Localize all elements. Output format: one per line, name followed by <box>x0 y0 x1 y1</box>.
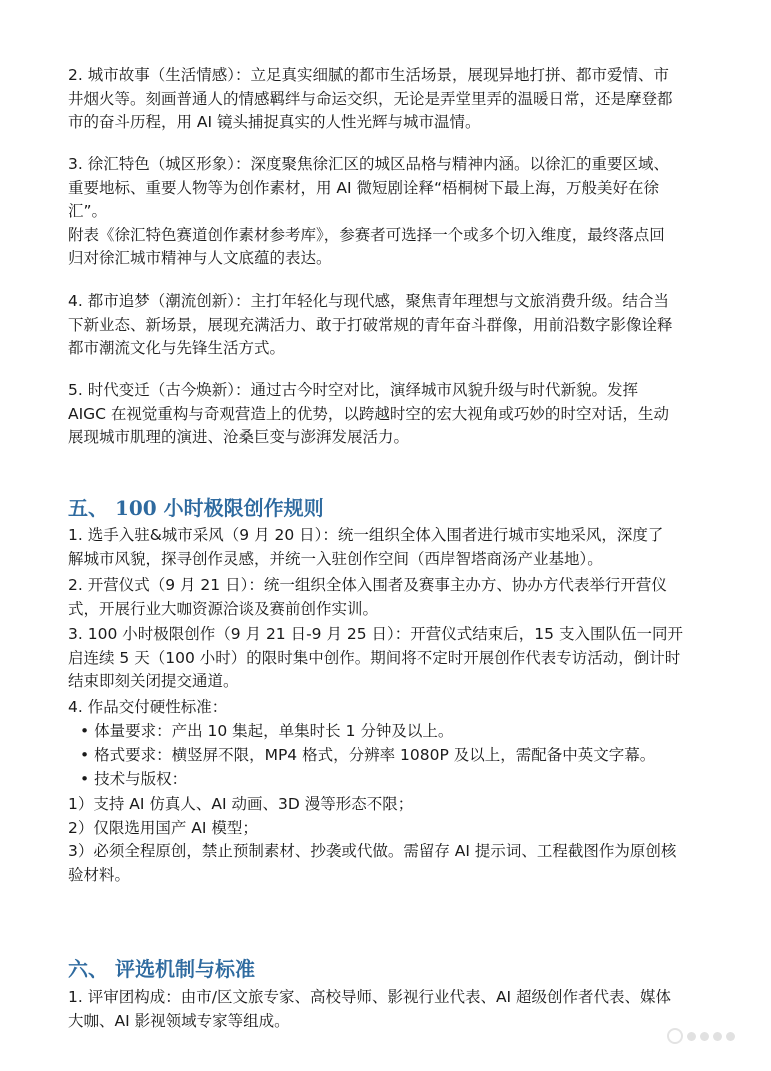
section-heading-judging: 六、 评选机制与标准 <box>68 957 255 981</box>
rule-delivery-standards-title: 4. 作品交付硬性标准： <box>68 698 228 716</box>
track-item-city-story <box>68 64 718 135</box>
text-line: 4. 都市追梦（潮流创新）：主打年轻化与现代感，聚焦青年理想与文旅消费升级。结合当 <box>68 292 669 310</box>
text-line: 都市潮流文化与先锋生活方式。 <box>68 339 286 357</box>
text-line: 归对徐汇城市精神与人文底蕴的表达。 <box>68 249 332 267</box>
text-line: 2. 城市故事（生活情感）：立足真实细腻的都市生活场景，展现异地打拼、都市爱情、市 <box>68 66 669 84</box>
rule-opening-ceremony <box>68 574 718 621</box>
watermark <box>667 1025 759 1047</box>
text-line: 附表《徐汇特色赛道创作素材参考库》，参赛者可选择一个或多个切入维度，最终落点回 <box>68 225 665 244</box>
bullet-tech-copyright: • 技术与版权： <box>80 770 188 788</box>
watermark-dot-icon <box>713 1032 722 1041</box>
section-heading-creation-rules: 五、 100 小时极限创作规则 <box>68 496 324 520</box>
text-line: 结束即刻关闭提交通道。 <box>68 672 239 690</box>
text-line: 展现城市肌理的演进、沧桑巨变与澎湃发展活力。 <box>68 428 410 446</box>
rule-100-hour-creation <box>68 623 718 694</box>
track-item-xuhui-feature <box>68 153 718 271</box>
tech-requirements <box>68 793 718 887</box>
text-line: 市的奋斗历程，用 AI 镜头捕捉真实的人性光辉与城市温情。 <box>68 113 481 131</box>
text-line: 井烟火等。刻画普通人的情感羁绊与命运交织，无论是弄堂里弄的温暖日常，还是摩登都 <box>68 89 673 108</box>
text-line: 1. 评审团构成：由市/区文旅专家、高校导师、影视行业代表、AI 超级创作者代表、媒体 <box>68 988 672 1006</box>
judging-panel-composition <box>68 986 718 1033</box>
text-line: AIGC 在视觉重构与奇观营造上的优势，以跨越时空的宏大视角或巧妙的时空对话，生动 <box>68 404 669 423</box>
text-line: 大咖、AI 影视领域专家等组成。 <box>68 1011 290 1030</box>
bullet-volume: • 体量要求：产出 10 集起，单集时长 1 分钟及以上。 <box>80 722 454 740</box>
track-item-era-change <box>68 379 718 450</box>
rule-check-in <box>68 524 718 571</box>
text-line: 汇”。 <box>68 202 108 220</box>
watermark-dot-icon <box>726 1032 735 1041</box>
text-line: 2）仅限选用国产 AI 模型； <box>68 818 258 837</box>
text-line: 下新业态、新场景，展现充满活力、敢于打破常规的青年奋斗群像，用前沿数字影像诠释 <box>68 315 673 334</box>
text-line: 3）必须全程原创，禁止预制素材、抄袭或代做。需留存 AI 提示词、工程截图作为原创核 <box>68 842 677 860</box>
watermark-dot-icon <box>687 1032 696 1041</box>
track-item-urban-dream <box>68 290 718 361</box>
text-line: 2. 开营仪式（9 月 21 日）：统一组织全体入围者及赛事主办方、协办方代表举行开营仪 <box>68 576 667 594</box>
text-line: 1）支持 AI 仿真人、AI 动画、3D 漫等形态不限； <box>68 795 414 813</box>
text-line: 重要地标、重要人物等为创作素材，用 AI 微短剧诠释“梧桐树下最上海，万般美好在徐 <box>68 178 660 197</box>
text-line: 启连续 5 天（100 小时）的限时集中创作。期间将不定时开展创作代表专访活动，倒计时 <box>68 648 681 667</box>
text-line: 3. 100 小时极限创作（9 月 21 日-9 月 25 日）：开营仪式结束后，15 支入围队伍一同开 <box>68 625 683 643</box>
text-line: 1. 选手入驻&城市采风（9 月 20 日）：统一组织全体入围者进行城市实地采风，深度了 <box>68 526 664 544</box>
text-line: 5. 时代变迁（古今焕新）：通过古今时空对比，演绎城市风貌升级与时代新貌。发挥 <box>68 381 638 399</box>
watermark-dot-icon <box>700 1032 709 1041</box>
text-line: 解城市风貌，探寻创作灵感，并统一入驻创作空间（西岸智塔商汤产业基地）。 <box>68 549 603 568</box>
watermark-logo-icon <box>667 1028 683 1044</box>
text-line: 3. 徐汇特色（城区形象）：深度聚焦徐汇区的城区品格与精神内涵。以徐汇的重要区域、 <box>68 155 669 173</box>
bullet-format: • 格式要求：横竖屏不限，MP4 格式，分辨率 1080P 及以上，需配备中英文字幕。 <box>80 746 656 764</box>
text-line: 式，开展行业大咖资源洽谈及赛前创作实训。 <box>68 599 379 618</box>
text-line: 验材料。 <box>68 865 131 884</box>
